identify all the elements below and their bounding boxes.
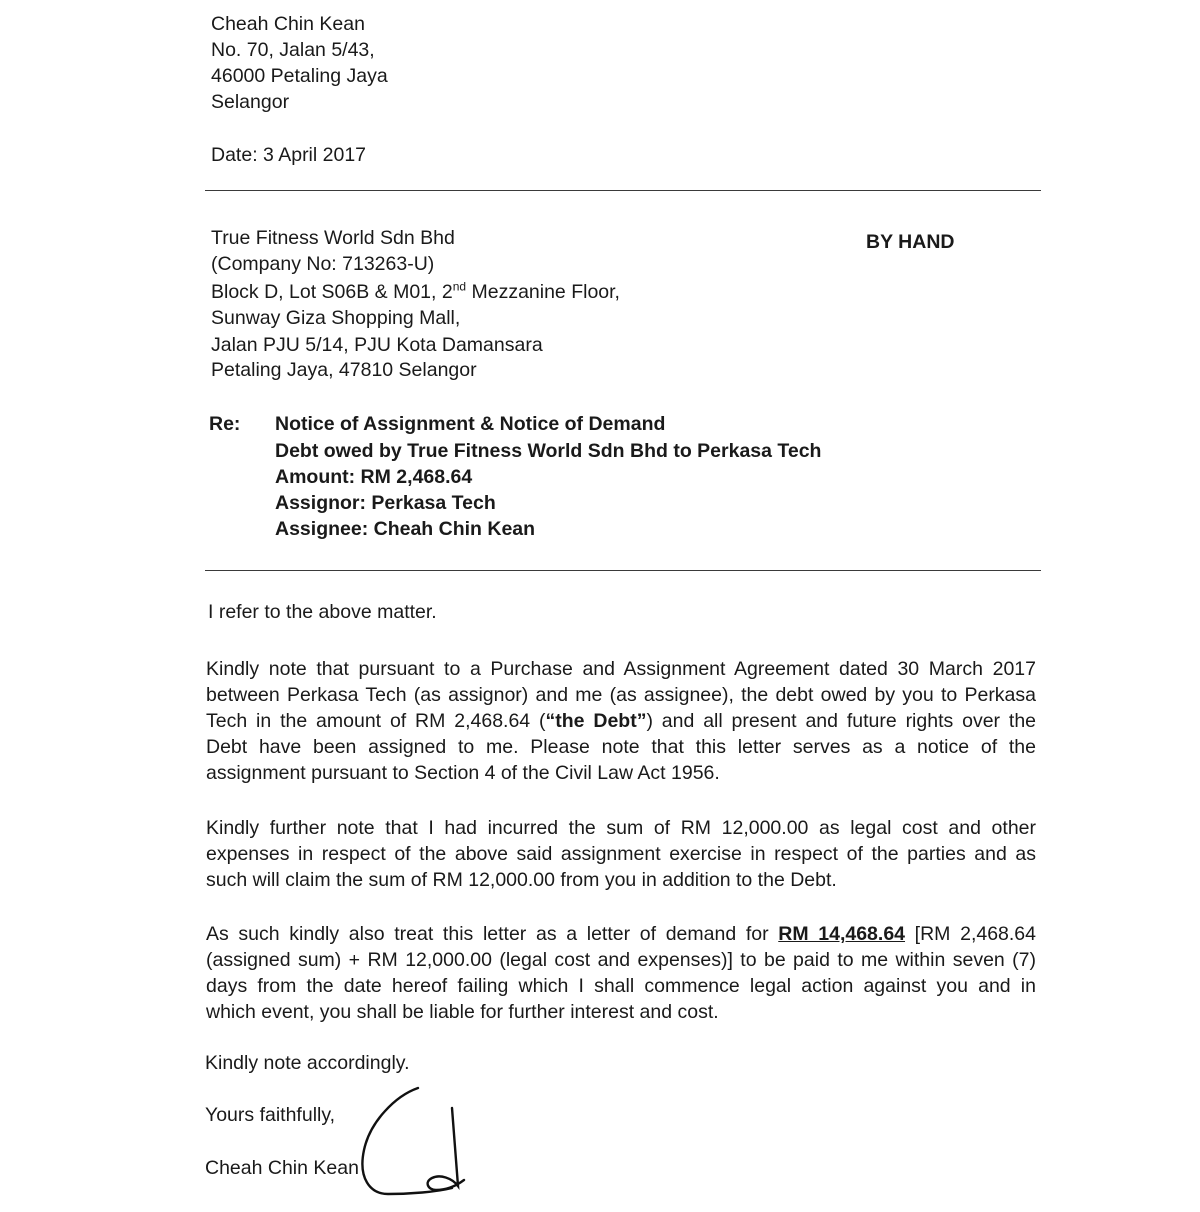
demand-amount: RM 14,468.64 (778, 923, 906, 945)
recipient-address-line3: Jalan PJU 5/14, PJU Kota Damansara (211, 334, 543, 356)
letter-date: Date: 3 April 2017 (211, 144, 367, 166)
delivery-method: BY HAND (866, 231, 955, 253)
re-subject-line2: Debt owed by True Fitness World Sdn Bhd to Perkasa Tech (275, 440, 822, 462)
paragraph-1-line4: Debt have been assigned to me. Please note that this letter serves as a notice of the (206, 736, 1036, 758)
signatory-name: Cheah Chin Kean (205, 1157, 359, 1179)
sender-address-line3: Selangor (211, 91, 290, 113)
recipient-company-no: (Company No: 713263-U) (211, 253, 435, 275)
paragraph-1-line2: between Perkasa Tech (as assignor) and me (as assignee), the debt owed by you to Perkasa (206, 684, 1036, 706)
sign-off: Yours faithfully, (205, 1104, 336, 1126)
re-subject-line1: Notice of Assignment & Notice of Demand (275, 413, 666, 435)
re-assignor: Assignor: Perkasa Tech (275, 492, 496, 514)
paragraph-1-line1: Kindly note that pursuant to a Purchase and Assignment Agreement dated 30 March 2017 (206, 658, 1036, 680)
paragraph-2-line3: such will claim the sum of RM 12,000.00 from you in addition to the Debt. (206, 869, 837, 891)
recipient-address-line2: Sunway Giza Shopping Mall, (211, 307, 461, 329)
paragraph-3-line1: As such kindly also treat this letter as a letter of demand for RM 14,468.64 [RM 2,468.64 (206, 923, 1037, 945)
intro-paragraph: I refer to the above matter. (208, 601, 437, 623)
re-label: Re: (209, 413, 241, 435)
paragraph-3-line3: days from the date hereof failing which I shall commence legal action against you and in (206, 975, 1036, 997)
paragraph-2-line2: expenses in respect of the above said assignment exercise in respect of the parties and as (206, 843, 1036, 865)
recipient-address-line4: Petaling Jaya, 47810 Selangor (211, 359, 477, 381)
re-assignee: Assignee: Cheah Chin Kean (275, 518, 536, 540)
divider-bottom (205, 570, 1041, 571)
paragraph-2-line1: Kindly further note that I had incurred the sum of RM 12,000.00 as legal cost and other (206, 817, 1036, 839)
divider-top (205, 190, 1041, 191)
paragraph-3-line2: (assigned sum) + RM 12,000.00 (legal cost and expenses)] to be paid to me within seven (7) (206, 949, 1036, 971)
paragraph-3-line4: which event, you shall be liable for further interest and cost. (206, 1001, 719, 1023)
recipient-address-line1: Block D, Lot S06B & M01, 2nd Mezzanine Floor, (211, 279, 620, 303)
re-amount: Amount: RM 2,468.64 (275, 466, 473, 488)
closing-note: Kindly note accordingly. (205, 1052, 410, 1074)
sender-address-line1: No. 70, Jalan 5/43, (211, 39, 375, 61)
paragraph-1-line5: assignment pursuant to Section 4 of the Civil Law Act 1956. (206, 762, 720, 784)
paragraph-1-line3: Tech in the amount of RM 2,468.64 (“the Debt”) and all present and future rights over the (206, 710, 1037, 732)
sender-address-line2: 46000 Petaling Jaya (211, 65, 388, 87)
recipient-name: True Fitness World Sdn Bhd (211, 227, 455, 249)
sender-name: Cheah Chin Kean (211, 13, 365, 35)
handwritten-signature (340, 1082, 490, 1212)
